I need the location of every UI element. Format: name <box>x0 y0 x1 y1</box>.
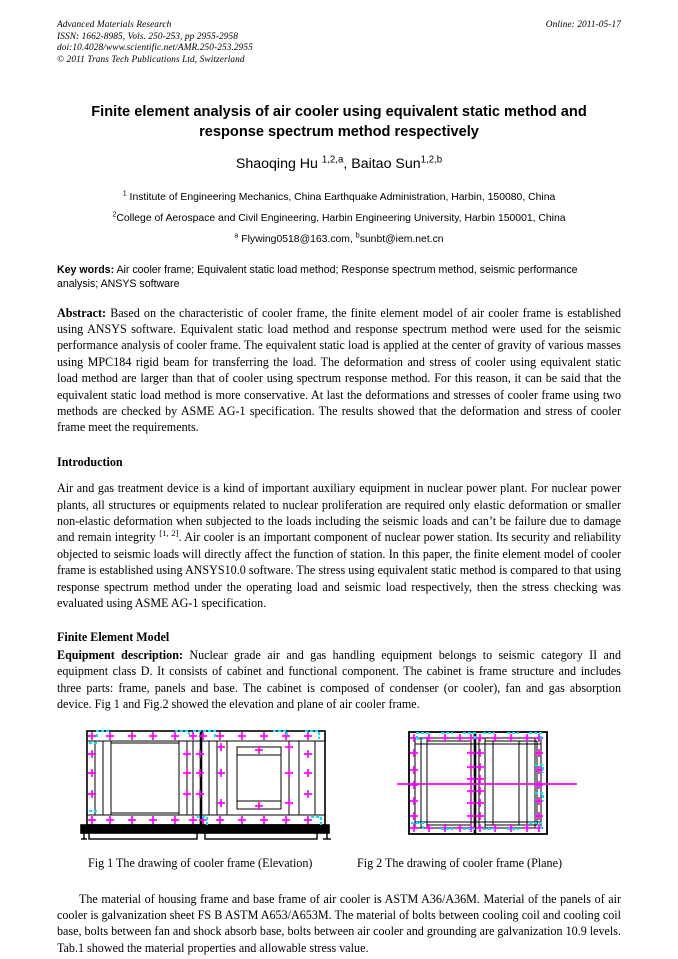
materials-paragraph: The material of housing frame and base frame of air cooler is ASTM A36/A36M. Material of the panels of air cooler is galvanization sheet FS B ASTM A653/A653M. The material of bolts between cooling coil and cooling coil base, bolts between fan and shock absorb base, bolts between air cooler and grounding are galvanization 10.9 levels. Tab.1 showed the material properties and allowable stress value. <box>57 891 621 955</box>
author-list <box>57 155 621 173</box>
page-title <box>57 102 621 142</box>
fig2-geometry <box>409 732 547 834</box>
email-a[interactable]: Flywing0518@163.com, <box>238 234 356 246</box>
introduction-text-part-1: Air and gas treatment device is a kind of important auxiliary equipment in nuclear power plant. For nuclear power plants, all structures or equipments related to nuclear proliferation are required only elastic deformation or smaller non-elastic deformation when subjected to the loads including the seismic loads and can’t be failure due to damage and remain integrity <box>57 481 621 545</box>
email-a-marker: a <box>234 232 239 240</box>
keywords-block <box>57 264 621 291</box>
masthead-doi: doi:10.4028/www.scientific.net/AMR.250-253.2955 <box>57 43 253 54</box>
affiliation-1-text: Institute of Engineering Mechanics, China Earthquake Administration, Harbin, 150080, China <box>126 192 556 204</box>
keywords-text: Air cooler frame; Equivalent static load method; Response spectrum method, seismic performance analysis; ANSYS software <box>57 264 578 290</box>
author-separator: , <box>343 156 352 173</box>
affiliation-2-marker: 2 <box>112 211 117 219</box>
figure-1-drawing <box>75 725 337 843</box>
abstract-text: Based on the characteristic of cooler frame, the finite element model of air cooler frame is established using ANSYS software. Equivalent static load method and response spectrum method were used for the seismic performance analysis of cooler frame. The equivalent static load is applied at the center of gravity of various masses using MPC184 rigid beam for transferring the load. The deformation and stress of cooler using equivalent static load method are larger than that of cooler using spectrum response method. For this reason, it can be said that the equivalent static load method is more conservative. At last the deformations and stresses of cooler frame using two methods are checked by ASME AG-1 specification. The results showed that the deformation and stress of cooler frame meet the requirements. <box>57 305 621 435</box>
fig2-node-markers <box>410 734 543 832</box>
masthead <box>57 20 621 66</box>
keywords-label: Key words: <box>57 264 115 277</box>
page-content <box>57 20 621 956</box>
introduction-text-part-2: . Air cooler is an important component of nuclear power station. Its security and reliability objected to seismic loads will directly affect the function of station. In this paper, the finite element model of cooler frame is established using ANSYS10.0 software. The stress using equivalent static method is compared to that using response spectrum method under the operating load and seismic load respectively, then the stress checking was evaluated using ASME AG-1 specification. <box>57 530 621 611</box>
figure-2 <box>397 727 577 839</box>
author-1-name: Shaoqing Hu <box>235 156 318 173</box>
author-2-name: Baitao Sun <box>351 156 421 173</box>
section-heading-introduction: Introduction <box>57 454 123 469</box>
affiliation-1-marker: 1 <box>122 190 127 198</box>
author-2-affiliation-marker: 1,2,b <box>420 154 443 166</box>
abstract-label: Abstract: <box>57 305 107 320</box>
affiliation-1 <box>57 187 621 208</box>
figure-1-caption: Fig 1 The drawing of cooler frame (Elevation) <box>88 855 313 870</box>
figure-2-caption: Fig 2 The drawing of cooler frame (Plane) <box>357 855 562 870</box>
title-line-1: Finite element analysis of air cooler using equivalent static method and <box>91 104 587 121</box>
figure-2-drawing <box>397 727 577 839</box>
masthead-journal: Advanced Materials Research <box>57 20 172 30</box>
masthead-copyright: © 2011 Trans Tech Publications Ltd, Switzerland <box>57 54 245 65</box>
fig1-constraint-markers <box>89 731 321 825</box>
figure-1 <box>75 725 337 843</box>
affiliation-block <box>57 187 621 250</box>
email-b[interactable]: sunbt@iem.net.cn <box>359 234 444 246</box>
affiliation-2 <box>57 208 621 229</box>
figure-row <box>57 725 621 847</box>
equipment-description-paragraph <box>57 647 621 713</box>
author-1-affiliation-marker: 1,2,a <box>321 154 344 166</box>
author-emails <box>57 229 621 250</box>
equipment-description-label: Equipment description: <box>57 647 183 662</box>
abstract-block <box>57 305 621 436</box>
masthead-issn: ISSN: 1662-8985, Vols. 250-253, pp 2955-2958 <box>57 31 239 42</box>
affiliation-2-text: College of Aerospace and Civil Engineering, Harbin Engineering University, Harbin 150001, China <box>116 213 566 225</box>
masthead-online-date: Online: 2011-05-17 <box>545 20 621 30</box>
title-line-2: response spectrum method respectively <box>199 124 479 141</box>
section-heading-finite-element-model: Finite Element Model <box>57 630 170 645</box>
email-b-marker: b <box>355 232 360 240</box>
introduction-paragraph <box>57 480 621 611</box>
equipment-description-text: Nuclear grade air and gas handling equipment belongs to seismic category II and equipment class D. It consists of cabinet and functional component. The cabinet is frame structure and includes three parts: frame, panels and base. The cabinet is composed of condenser (or cooler), fan and gas absorption device. Fig 1 and Fig.2 showed the elevation and plane of air cooler frame. <box>57 647 621 712</box>
citation-ref-1-2[interactable]: [1, 2] <box>159 528 179 539</box>
figure-captions <box>57 855 621 875</box>
